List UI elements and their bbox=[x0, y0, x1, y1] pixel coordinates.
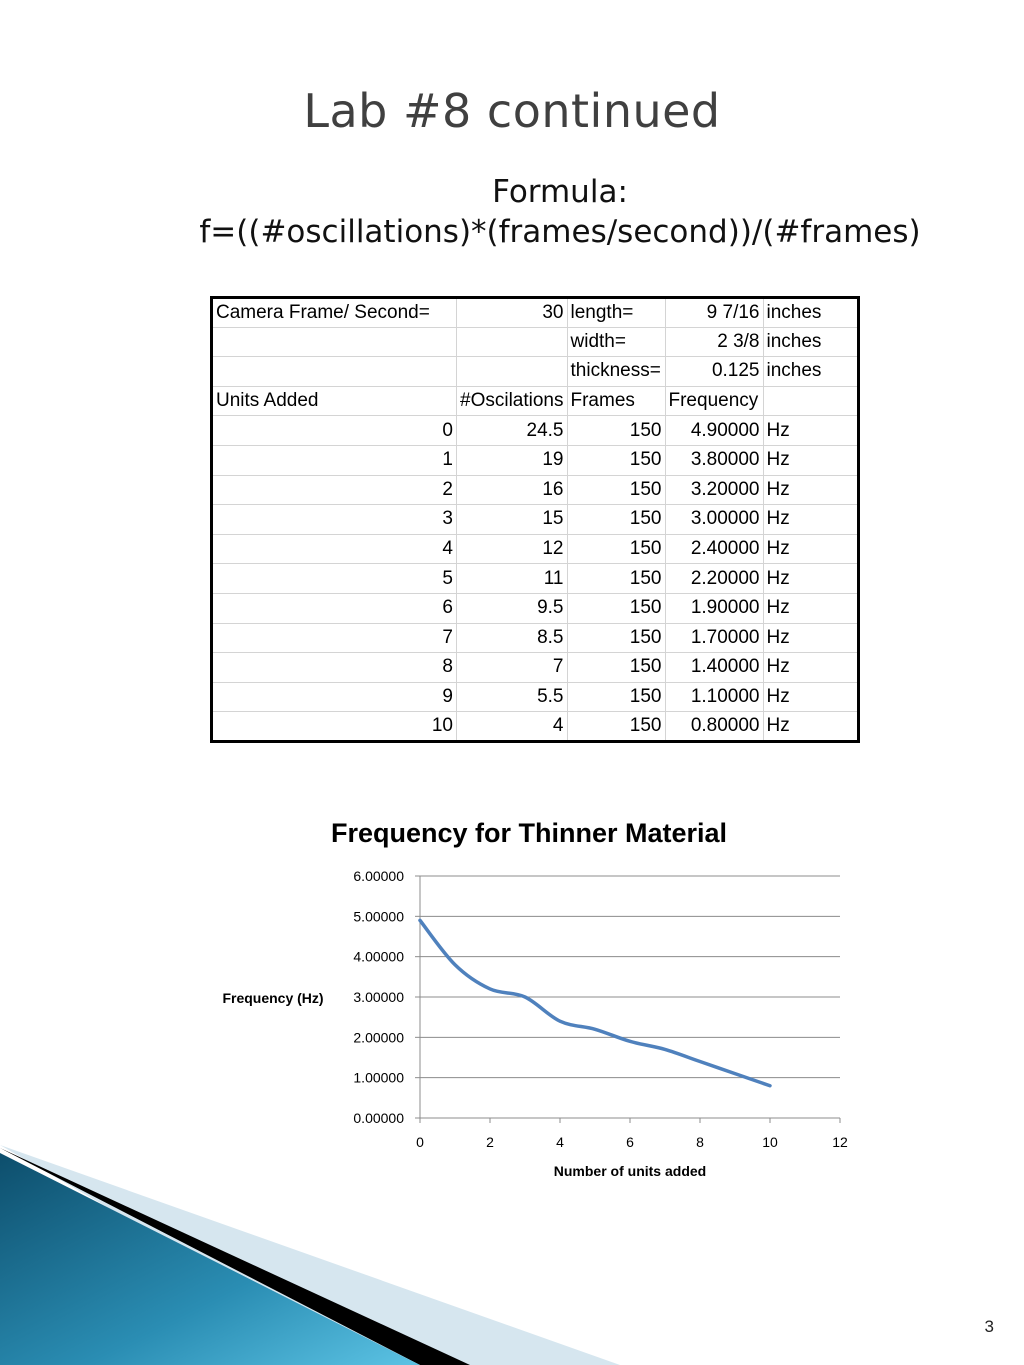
table-row bbox=[212, 386, 859, 416]
table-cell bbox=[212, 327, 457, 357]
table-cell: 4 bbox=[212, 534, 457, 564]
table-cell: Hz bbox=[763, 564, 858, 594]
table-cell: thickness= bbox=[567, 357, 665, 387]
table-cell: 30 bbox=[457, 298, 568, 328]
x-tick-label: 6 bbox=[626, 1134, 634, 1150]
table-cell: 9 7/16 bbox=[665, 298, 763, 328]
x-tick-label: 12 bbox=[832, 1134, 848, 1150]
table-cell: 2.20000 bbox=[665, 564, 763, 594]
table-row bbox=[212, 445, 859, 475]
table-cell: 0 bbox=[212, 416, 457, 446]
table-cell: 24.5 bbox=[457, 416, 568, 446]
table-cell: #Oscilations bbox=[457, 386, 568, 416]
table-cell: 3 bbox=[212, 505, 457, 535]
table-row bbox=[212, 357, 859, 387]
table-cell: 5 bbox=[212, 564, 457, 594]
table-row bbox=[212, 593, 859, 623]
x-tick-label: 0 bbox=[416, 1134, 424, 1150]
table-cell: Hz bbox=[763, 416, 858, 446]
table-cell: Frequency bbox=[665, 386, 763, 416]
table-row bbox=[212, 505, 859, 535]
table-row bbox=[212, 475, 859, 505]
series-line bbox=[420, 920, 770, 1085]
table-cell: 10 bbox=[212, 712, 457, 742]
table-cell: 5.5 bbox=[457, 682, 568, 712]
y-tick-label: 6.00000 bbox=[353, 868, 404, 884]
x-tick-label: 2 bbox=[486, 1134, 494, 1150]
table-cell: 150 bbox=[567, 593, 665, 623]
table-cell: Units Added bbox=[212, 386, 457, 416]
table-cell bbox=[457, 327, 568, 357]
table-cell: Hz bbox=[763, 653, 858, 683]
table-cell: 150 bbox=[567, 653, 665, 683]
chart-grid bbox=[420, 876, 840, 1078]
table-cell: 6 bbox=[212, 593, 457, 623]
y-tick-label: 0.00000 bbox=[353, 1110, 404, 1126]
chart-svg bbox=[0, 800, 1024, 1200]
table-cell: 4.90000 bbox=[665, 416, 763, 446]
table-cell: 0.80000 bbox=[665, 712, 763, 742]
table-cell: 7 bbox=[457, 653, 568, 683]
table-row bbox=[212, 534, 859, 564]
table-cell: 150 bbox=[567, 534, 665, 564]
table-cell: 3.00000 bbox=[665, 505, 763, 535]
table-cell: 2.40000 bbox=[665, 534, 763, 564]
table-cell: 1.70000 bbox=[665, 623, 763, 653]
table-row bbox=[212, 327, 859, 357]
table-cell: 150 bbox=[567, 445, 665, 475]
table-cell: Frames bbox=[567, 386, 665, 416]
table-cell: 16 bbox=[457, 475, 568, 505]
table-cell bbox=[457, 357, 568, 387]
chart-axes bbox=[353, 868, 848, 1150]
table-cell: 150 bbox=[567, 505, 665, 535]
table-cell: 150 bbox=[567, 475, 665, 505]
table-cell: inches bbox=[763, 298, 858, 328]
table-cell: 8 bbox=[212, 653, 457, 683]
table-row bbox=[212, 298, 859, 328]
table-cell: 8.5 bbox=[457, 623, 568, 653]
table-cell: 19 bbox=[457, 445, 568, 475]
table-cell: 9.5 bbox=[457, 593, 568, 623]
table-row bbox=[212, 623, 859, 653]
table-row bbox=[212, 682, 859, 712]
table-row bbox=[212, 564, 859, 594]
frequency-chart bbox=[0, 800, 1024, 1200]
table-cell bbox=[763, 386, 858, 416]
table-cell: length= bbox=[567, 298, 665, 328]
table-cell: 3.20000 bbox=[665, 475, 763, 505]
table-cell: Hz bbox=[763, 475, 858, 505]
table-cell: 150 bbox=[567, 623, 665, 653]
y-tick-label: 2.00000 bbox=[353, 1029, 404, 1046]
y-tick-label: 5.00000 bbox=[353, 908, 404, 925]
table-cell: 0.125 bbox=[665, 357, 763, 387]
table-cell: 15 bbox=[457, 505, 568, 535]
table-row bbox=[212, 653, 859, 683]
table-cell bbox=[212, 357, 457, 387]
table-cell: 12 bbox=[457, 534, 568, 564]
table-cell: 1 bbox=[212, 445, 457, 475]
table-cell: 2 bbox=[212, 475, 457, 505]
x-axis-label: Number of units added bbox=[553, 1163, 707, 1179]
table-cell: 1.90000 bbox=[665, 593, 763, 623]
table-cell: 150 bbox=[567, 682, 665, 712]
table-cell: 1.40000 bbox=[665, 653, 763, 683]
table-cell: Hz bbox=[763, 623, 858, 653]
table-row bbox=[212, 416, 859, 446]
table-cell: Hz bbox=[763, 593, 858, 623]
table-cell: 2 3/8 bbox=[665, 327, 763, 357]
table-cell: 1.10000 bbox=[665, 682, 763, 712]
formula-text: f=((#oscillations)*(frames/second))/(#frames) bbox=[199, 214, 921, 250]
table-cell: inches bbox=[763, 357, 858, 387]
table-cell: 11 bbox=[457, 564, 568, 594]
table-cell: inches bbox=[763, 327, 858, 357]
chart-lines bbox=[420, 920, 770, 1085]
table-cell: Camera Frame/ Second= bbox=[212, 298, 457, 328]
formula-label: Formula: bbox=[492, 174, 628, 210]
table-cell: Hz bbox=[763, 534, 858, 564]
slide-title: Lab #8 continued bbox=[303, 84, 721, 138]
table-cell: Hz bbox=[763, 505, 858, 535]
y-tick-label: 4.00000 bbox=[353, 948, 404, 965]
table-cell: 150 bbox=[567, 416, 665, 446]
data-table bbox=[210, 296, 860, 743]
table-cell: width= bbox=[567, 327, 665, 357]
table-cell: 150 bbox=[567, 712, 665, 742]
table-cell: 4 bbox=[457, 712, 568, 742]
y-tick-label: 1.00000 bbox=[353, 1069, 404, 1086]
footer-decoration bbox=[0, 1145, 700, 1365]
x-tick-label: 8 bbox=[696, 1134, 704, 1150]
table-cell: 3.80000 bbox=[665, 445, 763, 475]
table-cell: Hz bbox=[763, 712, 858, 742]
y-tick-label: 3.00000 bbox=[353, 989, 404, 1005]
page-number: 3 bbox=[984, 1317, 994, 1336]
table-row bbox=[212, 712, 859, 742]
y-axis-label: Frequency (Hz) bbox=[222, 990, 324, 1006]
table-cell: 9 bbox=[212, 682, 457, 712]
x-tick-label: 4 bbox=[556, 1134, 564, 1150]
table-cell: 150 bbox=[567, 564, 665, 594]
table-cell: Hz bbox=[763, 445, 858, 475]
x-tick-label: 10 bbox=[762, 1134, 778, 1150]
table-cell: Hz bbox=[763, 682, 858, 712]
table-cell: 7 bbox=[212, 623, 457, 653]
chart-title: Frequency for Thinner Material bbox=[330, 818, 728, 848]
